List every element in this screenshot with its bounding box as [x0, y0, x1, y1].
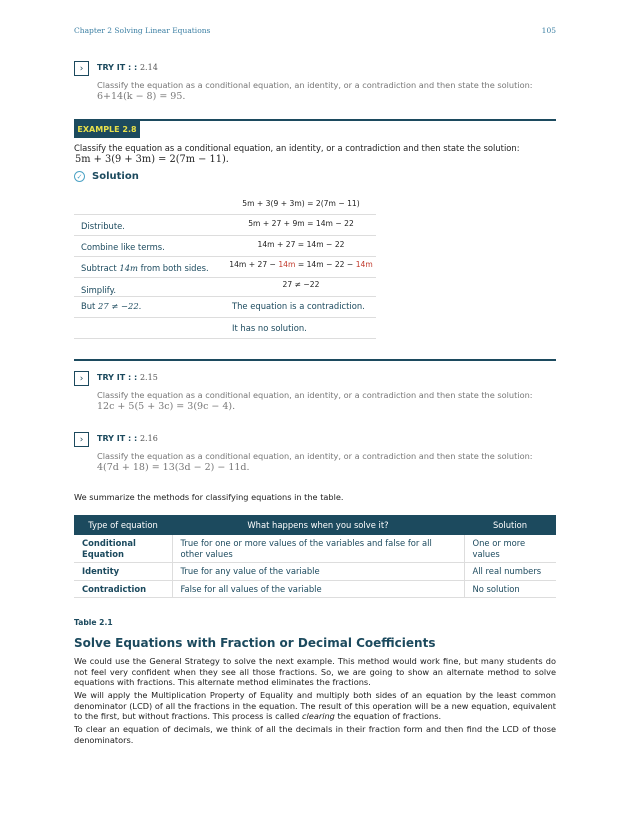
section-paragraph-1: We could use the General Strategy to solve the next example. This method would work fine, but many students do not feel very confident when they see all those fractions. So, we are going to show an alternate method to solve equations with fractions. This alternate method eliminates the fractions. [74, 656, 556, 687]
try-it-equation: 12c + 5(5 + 3c) = 3(9c − 4). [97, 401, 236, 412]
chapter-title: Chapter 2 Solving Linear Equations [74, 26, 211, 35]
chevron-right-icon[interactable]: › [74, 371, 89, 386]
page-header [74, 26, 556, 38]
check-circle-icon: ✓ [74, 171, 85, 182]
table-row: Identity True for any value of the variable All real numbers [74, 563, 556, 581]
example-tag: EXAMPLE 2.8 [74, 121, 140, 138]
section-paragraph-2: We will apply the Multiplication Property of Equality and multiply both sides of an equation by the least common denominator (LCD) of all the fractions in the equation. The result of this operation will be a new equation, equivalent to the first, but without fractions. This process is called clearing the equation of fractions. [74, 690, 556, 721]
example-bottom-rule [74, 359, 556, 361]
try-it-equation: 6+14(k − 8) = 95. [97, 91, 186, 102]
table-row: Conditional Equation True for one or more values of the variables and false for all other values One or more values [74, 535, 556, 563]
try-it-equation: 4(7d + 18) = 13(3d − 2) − 11d. [97, 462, 250, 473]
example-text: Classify the equation as a conditional equation, an identity, or a contradiction and then state the solution: [74, 143, 520, 153]
try-it-text: Classify the equation as a conditional equation, an identity, or a contradiction and then state the solution: 12c + 5(5 + 3c) = 3(9c − 4). [97, 389, 556, 413]
classification-table [74, 515, 556, 598]
table-row: Contradiction False for all values of the variable No solution [74, 580, 556, 598]
section-title: Solve Equations with Fraction or Decimal Coefficients [74, 636, 436, 650]
table-header-row: Type of equation What happens when you solve it? Solution [74, 515, 556, 535]
chevron-right-icon[interactable]: › [74, 61, 89, 76]
summary-intro: We summarize the methods for classifying equations in the table. [74, 492, 344, 502]
section-paragraph-3: To clear an equation of decimals, we think of all the decimals in their fraction form and then find the LCD of those denominators. [74, 724, 556, 745]
chevron-right-icon[interactable]: › [74, 432, 89, 447]
try-it-heading: TRY IT : : 2.16 [97, 434, 158, 443]
try-it-heading: TRY IT : : 2.15 [97, 373, 158, 382]
try-it-heading: TRY IT : : 2.14 [97, 63, 158, 72]
try-it-text: Classify the equation as a conditional equation, an identity, or a contradiction and then state the solution: 6+14(k − 8) = 95. [97, 79, 556, 103]
page-number: 105 [541, 26, 556, 35]
example-top-rule [74, 119, 556, 121]
try-it-text: Classify the equation as a conditional equation, an identity, or a contradiction and then state the solution: 4(7d + 18) = 13(3d − 2) − 11d. [97, 450, 556, 474]
table-caption: Table 2.1 [74, 618, 113, 627]
solution-heading: ✓ Solution [74, 171, 139, 182]
example-equation: 5m + 3(9 + 3m) = 2(7m − 11). [75, 154, 229, 165]
